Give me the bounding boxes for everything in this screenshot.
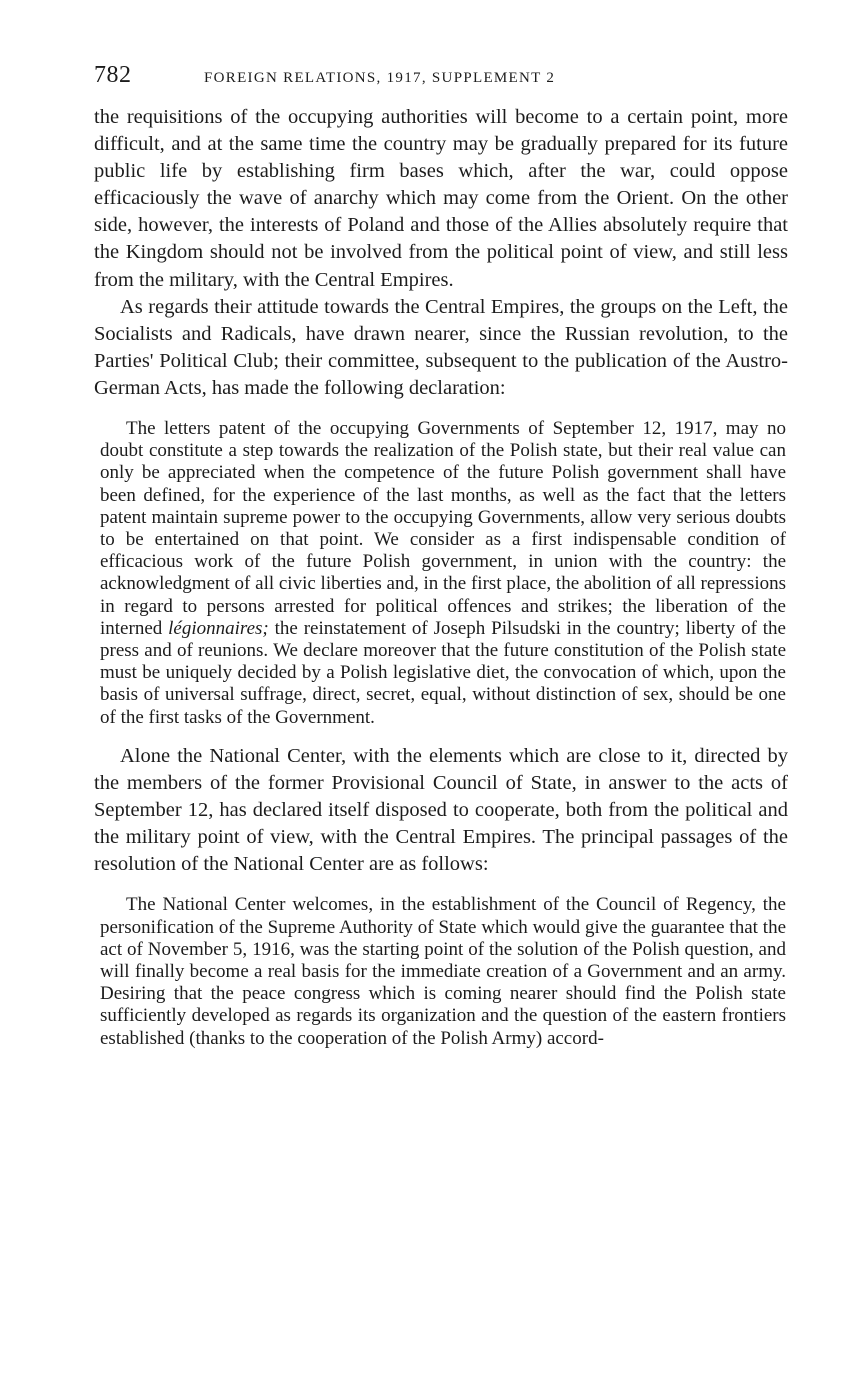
quote-text-part-2: the reinstatement of Joseph Pilsudski in the country; liberty of the press and of reunions. We declare moreover that the future constitution of the Polish state must be uniquely decided by a Polish legislative diet, the convocation of which, upon the basis of universal suffrage, direct, secret, equal, without distinction of sex, should be one of the first tasks of the Government.: [100, 617, 786, 728]
body-paragraph-1: the requisitions of the occupying authorities will become to a certain point, more difficult, and at the same time the country may be gradually prepared for its future public life by establishing firm bases which, after the war, could oppose efficaciously the wave of anarchy which may come from the Orient. On the other side, however, the interests of Poland and those of the Allies absolutely require that the Kingdom should not be involved from the political point of view, and still less from the military, with the Central Empires.: [94, 106, 788, 291]
page-number: 782: [94, 62, 132, 88]
block-quote-declaration: [94, 418, 788, 729]
block-quote-resolution: The National Center welcomes, in the establishment of the Council of Regency, the personification of the Supreme Authority of State which would give the guarantee that the act of November 5, 1916, was the starting point of the solution of the Polish question, and will finally become a real basis for the immediate creation of a Government and an army. Desiring that the peace congress which is coming nearer should find the Polish state sufficiently developed as regards its organization and the question of the eastern frontiers established (thanks to the cooperation of the Polish Army) accord-: [100, 894, 786, 1049]
italic-term: légionnaires;: [168, 617, 269, 639]
document-page: [94, 62, 788, 1050]
page-header: [94, 62, 788, 96]
body-paragraph-2: As regards their attitude towards the Central Empires, the groups on the Left, the Socialists and Radicals, have drawn nearer, since the Russian revolution, to the Parties' Political Club; their committee, subsequent to the publication of the Austro-German Acts, has made the following declaration:: [94, 295, 788, 399]
running-head: FOREIGN RELATIONS, 1917, SUPPLEMENT 2: [204, 70, 556, 86]
body-paragraph-3: Alone the National Center, with the elements which are close to it, directed by the members of the former Provisional Council of State, in answer to the acts of September 12, has declared itself disposed to cooperate, both from the political and the military point of view, with the Central Empires. The principal passages of the resolution of the National Center are as follows:: [94, 744, 788, 876]
quote-text-part-1: The letters patent of the occupying Governments of September 12, 1917, may no doubt constitute a step towards the realization of the Polish state, but their real value can only be appreciated when the competence of the future Polish government shall have been defined, for the experience of the last months, as well as the fact that the letters patent maintain supreme power to the occupying Governments, allow very serious doubts to be entertained on that point. We consider as a first indispensable condition of efficacious work of the future Polish government, in union with the country: the acknowledgment of all civic liberties and, in the first place, the abolition of all repressions in regard to persons arrested for political offences and strikes; the liberation of the interned: [100, 418, 786, 639]
